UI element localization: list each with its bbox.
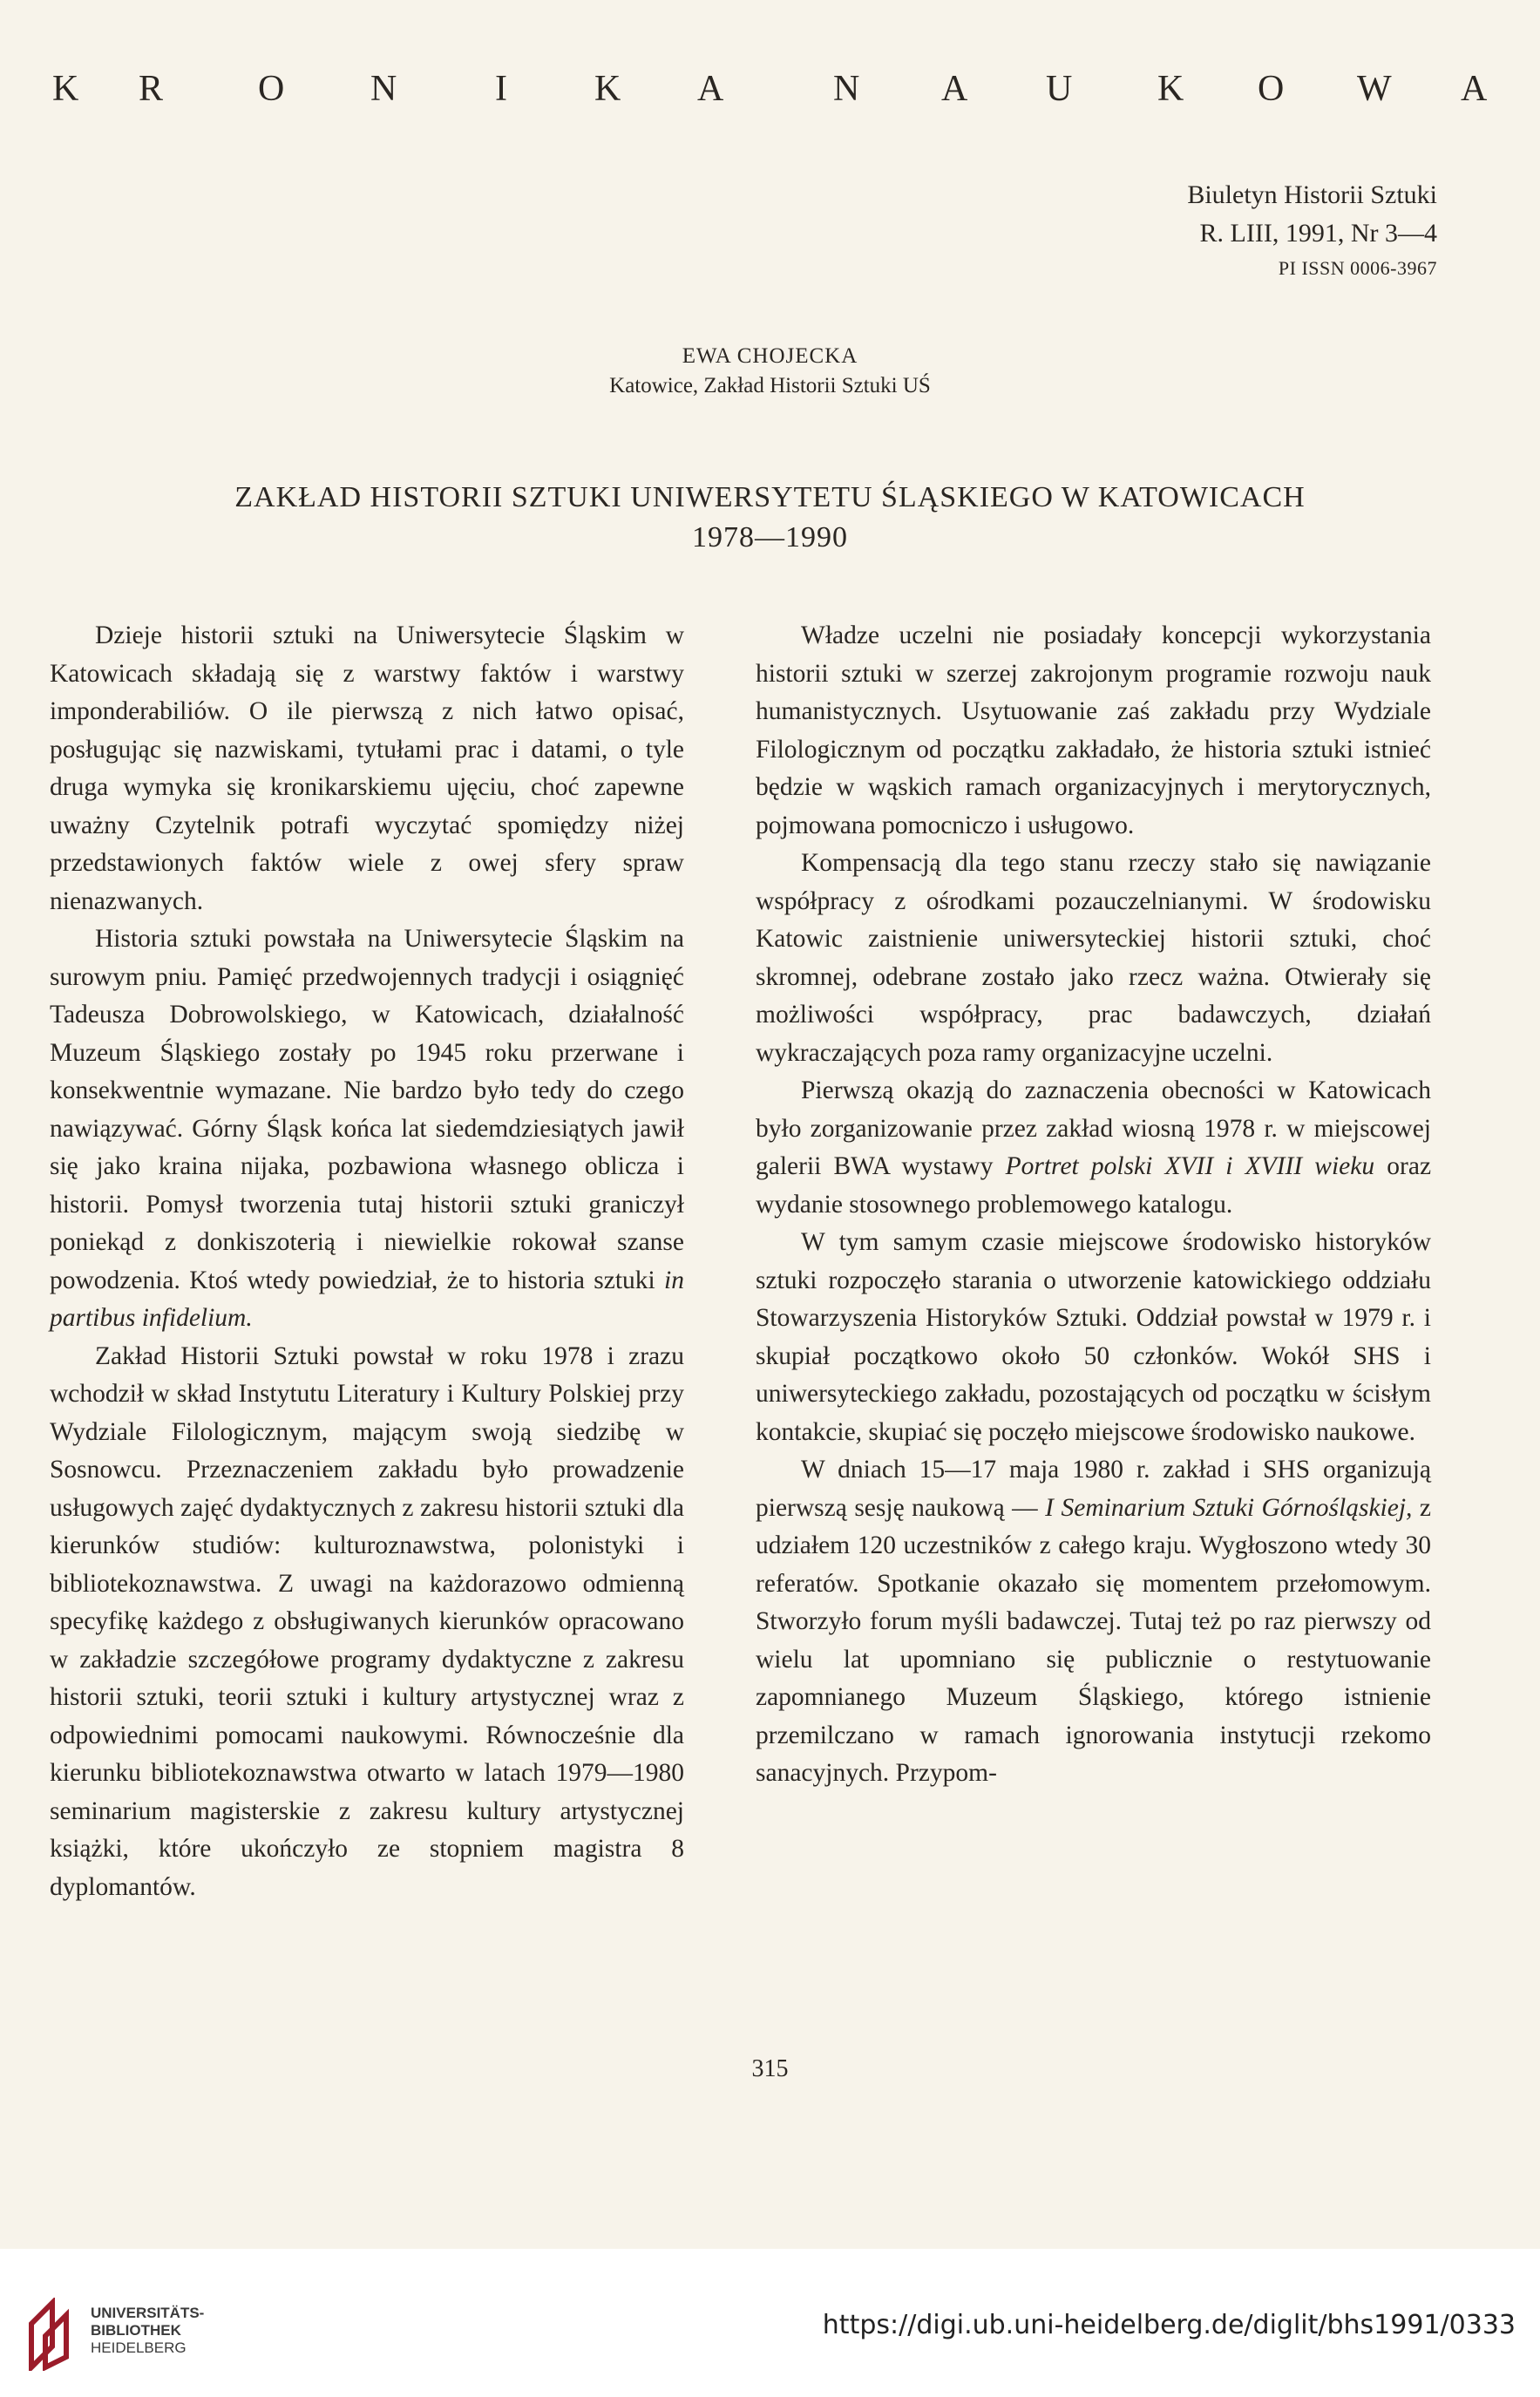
journal-issue: R. LIII, 1991, Nr 3—4 [1199, 219, 1437, 248]
left-column [50, 617, 684, 1906]
running-title-letter: A [697, 69, 724, 109]
paragraph: W tym samym czasie miejscowe środowisko historyków sztuki rozpoczęło starania o utworzenie katowickiego oddziału Stowarzyszenia Historyków Sztuki. Oddział powstał w 1979 r. i skupiał początkowo około 50 członków. Wokół SHS i uniwersyteckiego zakładu, pozostających od początku w ścisłym kontakcie, skupiać się poczęło miejscowe środowisko naukowe. [756, 1228, 1431, 1446]
running-title-letter: U [1046, 69, 1073, 109]
running-title-letter: K [594, 69, 621, 109]
paragraph-text: W dniach 15—17 maja 1980 r. zakład i SHS organizują pierwszą sesję naukową — [756, 1456, 1431, 1522]
journal-issn: PI ISSN 0006-3967 [1278, 257, 1437, 279]
journal-name: Biuletyn Historii Sztuki [1187, 180, 1437, 209]
running-title-letter: O [258, 69, 285, 109]
running-title-letter: W [1357, 69, 1392, 109]
paragraph-text: Historia sztuki powstała na Uniwersytecie Śląskim na surowym pniu. Pamięć przedwojennych tradycji i osiągnięć Tadeusza Dobrowolskiego, w Katowicach, działalność Muzeum Śląskiego zostały po 1945 roku przerwane i konsekwentnie wymazane. Nie bardzo było tedy do czego nawiązywać. Górny Śląsk końca lat siedemdziesiątych jawił się jako kraina nijaka, pozbawiona własnego oblicza i historii. Pomysł tworzenia tutaj historii sztuki graniczył poniekąd z donkiszoterią i niewielkie rokował szanse powodzenia. Ktoś wtedy powiedział, że to historia sztuki [50, 925, 684, 1294]
paragraph: Zakład Historii Sztuki powstał w roku 1978 i zrazu wchodził w skład Instytutu Literatury i Kultury Polskiej przy Wydziale Filologicznym, mającym swoją siedzibę w Sosnowcu. Przeznaczeniem zakładu było prowadzenie usługowych zajęć dydaktycznych z zakresu historii sztuki dla kierunków studiów: kulturoznawstwa, polonistyki i bibliotekoznawstwa. Z uwagi na każdorazowo odmienną specyfikę każdego z obsługiwanych kierunków opracowano w zakładzie szczegółowe programy dydaktyczne z zakresu historii sztuki, teorii sztuki i kultury artystycznej wraz z odpowiednimi pomocami naukowymi. Równocześnie dla kierunku bibliotekoznawstwa otwarto w latach 1979—1980 seminarium magisterskie z zakresu kultury artystycznej książki, które ukończyło ze stopniem magistra 8 dyplomantów. [50, 1341, 684, 1901]
library-name [91, 2305, 204, 2357]
author-name: EWA CHOJECKA [682, 344, 858, 368]
author-affiliation: Katowice, Zakład Historii Sztuki UŚ [609, 374, 931, 397]
paragraph: Kompensacją dla tego stanu rzeczy stało się nawiązanie współpracy z ośrodkami pozauczelnianymi. W środowisku Katowic zaistnienie uniwersyteckiej historii sztuki, choć skromnej, odebrane zostało jako rzecz ważna. Otwierały się możliwości współpracy, prac badawczych, działań wykraczających poza ramy organizacyjne uczelni. [756, 849, 1431, 1067]
paragraph: Dzieje historii sztuki na Uniwersytecie Śląskim w Katowicach składają się z warstwy faktów i warstwy imponderabiliów. O ile pierwszą z nich łatwo opisać, posługując się nazwiskami, tytułami prac i datami, o tyle druga wymyka się kronikarskiemu ujęciu, choć zapewne uważny Czytelnik potrafi wyczytać spomiędzy niżej przedstawionych faktów wiele z owej sfery spraw nienazwanych. [50, 621, 684, 915]
paragraph-text: Pierwszą okazją do zaznaczenia obecności w Katowicach było zorganizowanie przez zakład wiosną 1978 r. w miejscowej galerii BWA wystawy [756, 1076, 1431, 1180]
author-block [0, 342, 1540, 401]
article-title: ZAKŁAD HISTORII SZTUKI UNIWERSYTETU ŚLĄSKIEGO W KATOWICACH [234, 481, 1306, 513]
running-title-letter: K [52, 69, 79, 109]
page-url-link[interactable]: https://digi.ub.uni-heidelberg.de/diglit/bhs1991/0333 [822, 2310, 1516, 2340]
paragraph: Władze uczelni nie posiadały koncepcji wykorzystania historii sztuki w szerzej zakrojonym programie rozwoju nauk humanistycznych. Usytuowanie zaś zakładu przy Wydziale Filologicznym od początku zakładało, że historia sztuki istnieć będzie w wąskich ramach organizacyjnych i merytorycznych, pojmowana pomocniczo i usługowo. [756, 621, 1431, 839]
paragraph [756, 1451, 1431, 1793]
running-title-letter: A [1461, 69, 1488, 109]
running-title-letter: N [370, 69, 397, 109]
paragraph [50, 920, 684, 1338]
library-line: UNIVERSITÄTS- [91, 2305, 205, 2321]
running-title-letter: O [1258, 69, 1285, 109]
article-years: 1978—1990 [692, 521, 848, 553]
library-city: HEIDELBERG [91, 2339, 187, 2356]
footer-bar [0, 2249, 1540, 2397]
running-title-letter: K [1157, 69, 1184, 109]
page-number: 315 [751, 2055, 789, 2082]
running-title-letter: R [139, 69, 164, 109]
running-title-letter: A [941, 69, 968, 109]
seminar-title: I Seminarium Sztuki Górnośląskiej, [1045, 1493, 1413, 1522]
latin-phrase: in partibus infidelium. [50, 1266, 684, 1332]
ub-heidelberg-logo-icon[interactable] [26, 2298, 80, 2371]
article-title-block [0, 478, 1540, 558]
journal-info [1187, 176, 1437, 284]
paragraph-text: oraz wydanie stosownego problemowego katalogu. [756, 1152, 1432, 1219]
exhibition-title: Portret polski XVII i XVIII wieku [1005, 1152, 1375, 1180]
library-line: BIBLIOTHEK [91, 2322, 181, 2339]
running-title [52, 68, 1488, 120]
running-title-letter: N [833, 69, 860, 109]
running-title-letter: I [495, 69, 507, 109]
paragraph-text: z udziałem 120 uczestników z całego kraju. Wygłoszono wtedy 30 referatów. Spotkanie okazało się momentem przełomowym. Stworzyło forum myśli badawczej. Tutaj też po raz pierwszy od wielu lat upomniano się publicznie o restytuowanie zapomnianego Muzeum Śląskiego, którego istnienie przemilczano w ramach ignorowania instytucji rzekomo sanacyjnych. Przypom- [756, 1493, 1432, 1787]
right-column [756, 617, 1431, 1793]
paragraph [756, 1072, 1431, 1224]
